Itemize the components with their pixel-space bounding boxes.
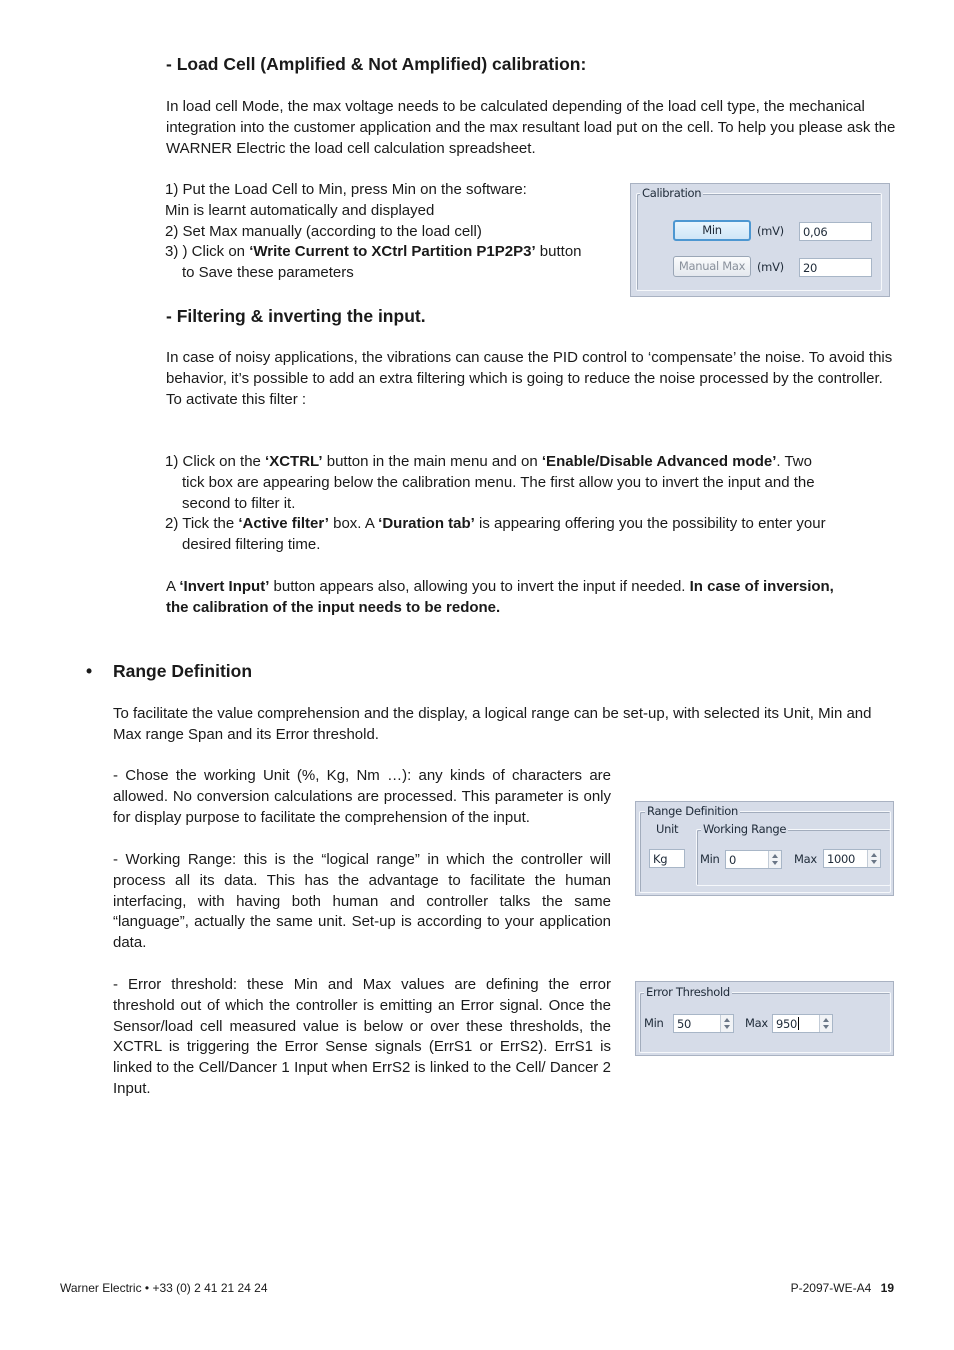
range-error-text: - Error threshold: these Min and Max values are defining the error threshold out of which the controller is emitting an Error signal. Once the Sensor/load cell measured value is below or over these thresholds, the XCTRL is triggering the Error Sense signals (ErrS1 or ErrS2). ErrS1 is linked to the Cell/Dancer 1 Input when ErrS2 is linked to the Cell/ Dancer 2 Input. (113, 976, 611, 1097)
step-3 (165, 242, 615, 263)
footer-contact: Warner Electric • +33 (0) 2 41 21 24 24 (60, 1281, 268, 1295)
spin-down-icon[interactable] (772, 861, 778, 865)
filtering-intro-block (166, 348, 896, 410)
manual-max-button[interactable]: Manual Max (673, 256, 751, 277)
invert-a: A (166, 578, 180, 595)
filter-step-2-b: ‘Active filter’ (238, 515, 329, 533)
spin-up-icon[interactable] (772, 854, 778, 858)
step-3-cont: to Save these parameters (182, 264, 354, 282)
filter-step-1-a: 1) Click on the (165, 453, 266, 470)
load-cell-heading: - Load Cell (Amplified & Not Amplified) calibration: (166, 54, 587, 74)
range-definition-panel (635, 801, 894, 896)
max-unit-label: (mV) (757, 260, 784, 274)
error-min-value: 50 (677, 1017, 692, 1031)
range-heading: Range Definition (113, 661, 253, 681)
max-value-field[interactable]: 20 (799, 258, 872, 277)
step-2: 2) Set Max manually (according to the load cell) (165, 222, 482, 240)
spin-up-icon[interactable] (823, 1018, 829, 1022)
invert-c: button appears also, allowing you to invert the input if needed. (269, 578, 690, 595)
step-3-bold: ‘Write Current to XCtrl Partition P1P2P3’ (249, 243, 536, 261)
calibration-panel (630, 183, 890, 297)
spin-down-icon[interactable] (823, 1025, 829, 1029)
filter-step-1-d: ‘Enable/Disable Advanced mode’ (541, 453, 777, 470)
min-button[interactable]: Min (673, 220, 751, 241)
spin-up-icon[interactable] (724, 1018, 730, 1022)
filter-step-2-cont: desired filtering time. (182, 536, 321, 554)
spin-down-icon[interactable] (871, 860, 877, 864)
range-min-spinner[interactable] (768, 851, 781, 868)
invert-line-2: the calibration of the input needs to be redone. (166, 598, 501, 616)
footer-right (791, 1281, 894, 1295)
error-min-field[interactable] (673, 1014, 734, 1033)
load-cell-steps (165, 180, 615, 284)
step-3-prefix: 3) ) Click on (165, 243, 250, 261)
page-number: 19 (880, 1281, 894, 1295)
error-min-label: Min (644, 1016, 664, 1030)
range-max-field[interactable] (823, 849, 881, 868)
filter-step-1 (165, 452, 895, 473)
filter-step-2-e: is appearing offering you the possibility to enter your (474, 515, 826, 533)
calibration-title: Calibration (642, 186, 702, 200)
range-definition-title: Range Definition (647, 804, 738, 818)
error-min-spinner[interactable] (720, 1015, 733, 1032)
step-3-suffix: button (535, 243, 582, 261)
range-intro: To facilitate the value comprehension and the display, a logical range can be set-up, with selected its Unit, Min and Max range Span and its Error threshold. (113, 705, 872, 743)
range-min-field[interactable] (725, 850, 782, 869)
step-1: 1) Put the Load Cell to Min, press Min on the software: (165, 181, 527, 198)
range-max-value: 1000 (827, 852, 856, 866)
filtering-heading: - Filtering & inverting the input. (166, 306, 426, 326)
filter-step-2-a: 2) Tick the (165, 515, 239, 533)
filter-step-2-c: box. A (328, 515, 379, 533)
min-value-field[interactable]: 0,06 (799, 222, 872, 241)
filter-step-2 (165, 514, 895, 535)
load-cell-intro: In load cell Mode, the max voltage needs to be calculated depending of the load cell type, the mechanical integration into the customer application and the max resultant load put on the cell. To help you please ask the WARNER Electric the load cell calculation spreadsheet. (166, 98, 896, 157)
filtering-steps (165, 452, 895, 556)
filter-step-1-c: button in the main menu and on (322, 453, 542, 470)
range-min-value: 0 (729, 853, 737, 867)
filter-step-1-b: ‘XCTRL’ (265, 453, 323, 470)
spin-down-icon[interactable] (724, 1025, 730, 1029)
error-max-label: Max (745, 1016, 768, 1030)
footer-doc-ref: P-2097-WE-A4 (790, 1281, 872, 1295)
working-range-title: Working Range (703, 822, 787, 836)
invert-input-block (166, 577, 896, 619)
unit-field[interactable]: Kg (649, 849, 685, 868)
error-max-spinner[interactable] (819, 1015, 832, 1032)
range-working-text: - Working Range: this is the “logical range” in which the controller will process all its data. This has the advantage to facilitate the human interfacing, with having both human and controller talks the same “language”, actually the same unit. Set-up is according to your application data. (113, 851, 611, 952)
filter-step-2-d: ‘Duration tab’ (378, 515, 475, 533)
error-threshold-title: Error Threshold (646, 985, 730, 999)
range-max-label: Max (794, 852, 817, 866)
filtering-intro: In case of noisy applications, the vibrations can cause the PID control to ‘compensate’ the noise. To avoid this behavior, it’s possible to add an extra filtering which is going to reduce the noise processed by the controller. (166, 349, 893, 387)
filter-step-1-cont2: second to filter it. (182, 494, 296, 512)
min-unit-label: (mV) (757, 224, 784, 238)
invert-d: In case of inversion, (689, 578, 834, 595)
error-threshold-panel (635, 981, 894, 1056)
range-unit-text: - Chose the working Unit (%, Kg, Nm …): any kinds of characters are allowed. No conversion calculations are processed. This parameter is only for display purpose to facilitate the comprehension of the input. (113, 767, 611, 826)
range-bullet: • (86, 661, 93, 681)
error-max-value: 950 (776, 1017, 798, 1031)
unit-label: Unit (656, 822, 679, 836)
range-min-label: Min (700, 852, 720, 866)
error-max-field[interactable] (772, 1014, 833, 1033)
filtering-activate: To activate this filter : (166, 390, 307, 408)
invert-b: ‘Invert Input’ (179, 578, 270, 595)
range-max-spinner[interactable] (867, 850, 880, 867)
text-caret (798, 1017, 799, 1030)
spin-up-icon[interactable] (871, 853, 877, 857)
invert-line-1 (166, 577, 896, 598)
filter-step-1-e: . Two (776, 453, 812, 470)
filter-step-1-cont1: tick box are appearing below the calibration menu. The first allow you to invert the input and the (182, 473, 815, 491)
step-1b: Min is learnt automatically and displayed (165, 201, 435, 219)
